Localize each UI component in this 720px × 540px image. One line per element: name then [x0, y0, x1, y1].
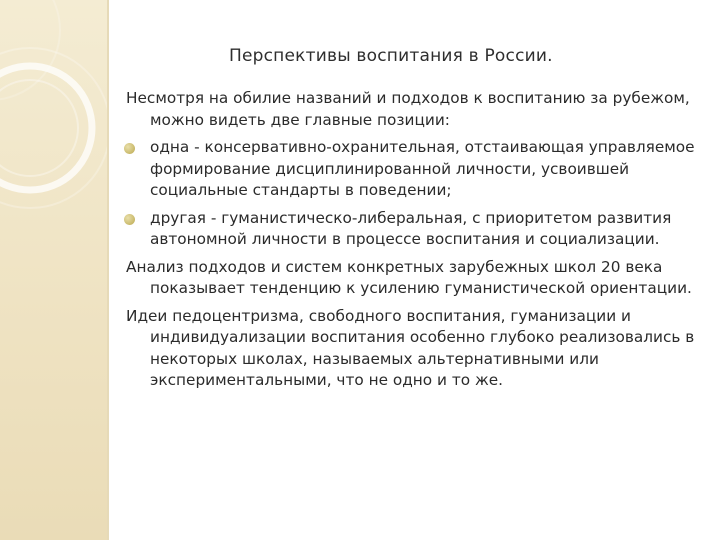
slide-body — [126, 88, 696, 398]
bullet-item-conservative — [126, 137, 696, 202]
ideas-paragraph: Идеи педоцентризма, свободного воспитания, гуманизации и индивидуализации воспитания особенно глубоко реализовались в некоторых школах, называемых альтернативными или экспериментальными, что не одно и то же. — [126, 306, 695, 389]
slide-title: Перспективы воспитания в России. — [229, 46, 553, 66]
bullet-text: другая - гуманистическо-либеральная, с приоритетом развития автономной личности в процессе воспитания и социализации. — [150, 208, 672, 248]
concentric-circles-decoration — [0, 0, 107, 540]
analysis-paragraph: Анализ подходов и систем конкретных зарубежных школ 20 века показывает тенденцию к усилению гуманистической ориентации. — [126, 257, 692, 297]
bullet-item-humanistic — [126, 208, 696, 251]
panel-divider — [107, 0, 109, 540]
round-bullet-icon — [124, 214, 135, 225]
round-bullet-icon — [124, 143, 135, 154]
bullet-text: одна - консервативно-охранительная, отстаивающая управляемое формирование дисциплинированной личности, усвоившей социальные стандарты в поведении; — [150, 138, 695, 199]
decorative-side-panel — [0, 0, 107, 540]
intro-paragraph: Несмотря на обилие названий и подходов к воспитанию за рубежом, можно видеть две главные позиции: — [126, 89, 690, 129]
